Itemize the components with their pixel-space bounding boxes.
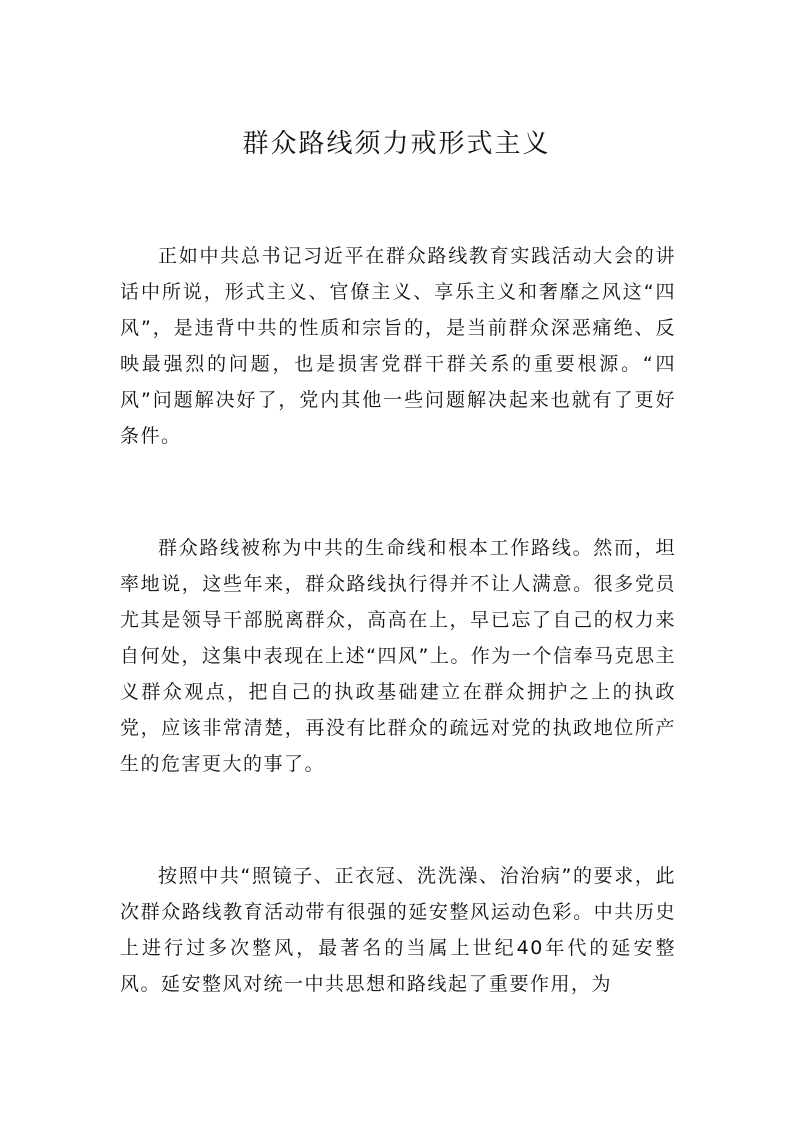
paragraph-1: 正如中共总书记习近平在群众路线教育实践活动大会的讲话中所说，形式主义、官僚主义、享乐主义和奢靡之风这“四风”，是违背中共的性质和宗旨的，是当前群众深恶痛绝、反映最强烈的问题，也是损害党群干群关系的重要根源。“四风”问题解决好了，党内其他一些问题解决起来也就有了更好条件。 — [120, 245, 676, 447]
paragraph-3: 按照中共“照镜子、正衣冠、洗洗澡、治治病”的要求，此次群众路线教育活动带有很强的延安整风运动色彩。中共历史上进行过多次整风，最著名的当属上世纪40年代的延安整风。延安整风对统一中共思想和路线起了重要作用，为 — [120, 865, 676, 995]
document-title: 群众路线须力戒形式主义 — [242, 129, 551, 159]
paragraph-2: 群众路线被称为中共的生命线和根本工作路线。然而，坦率地说，这些年来，群众路线执行得并不让人满意。很多党员尤其是领导干部脱离群众，高高在上，早已忘了自己的权力来自何处，这集中表现在上述“四风”上。作为一个信奉马克思主义群众观点，把自己的执政基础建立在群众拥护之上的执政党，应该非常清楚，再没有比群众的疏远对党的执政地位所产生的危害更大的事了。 — [120, 537, 676, 775]
